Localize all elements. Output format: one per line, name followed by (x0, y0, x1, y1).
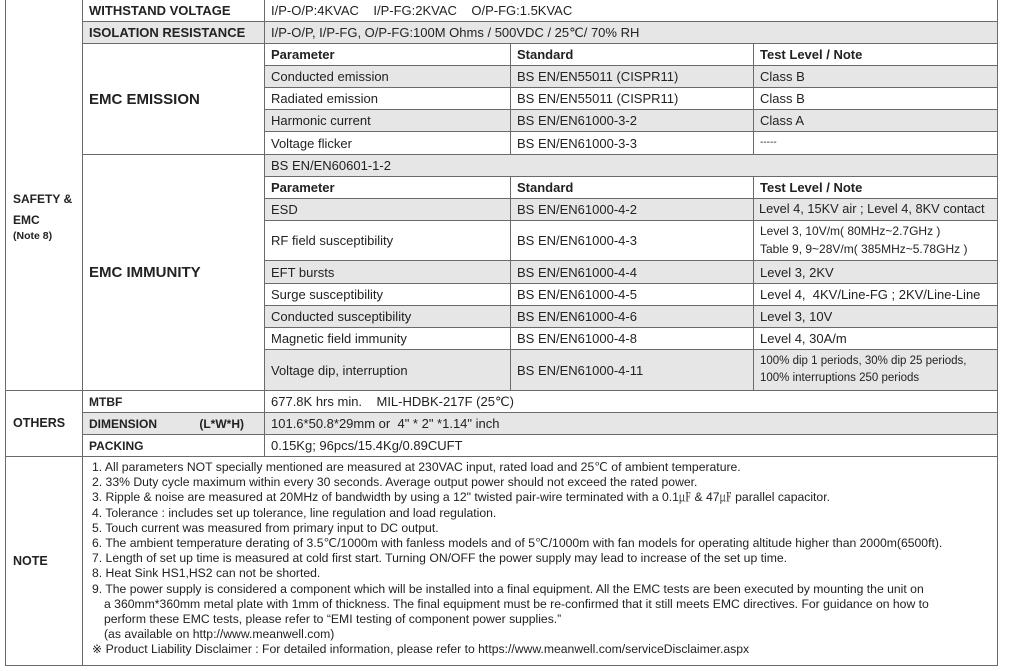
dimension-value (264, 412, 998, 435)
immunity-standard-text: BS EN/EN61000-4-6 (517, 309, 637, 324)
packing-label (82, 434, 265, 457)
immunity-row-standard (510, 327, 754, 350)
emission-row-test-level (753, 87, 998, 110)
emission-row-standard (510, 131, 754, 155)
emission-header-standard-text: Standard (517, 47, 574, 62)
immunity-standard-text: BS EN/EN61000-4-3 (517, 233, 637, 248)
emission-header-parameter (264, 43, 511, 66)
section-label-note (5, 456, 83, 666)
immunity-standard-text: BS EN/EN61000-4-2 (517, 202, 637, 217)
emission-row-parameter (264, 131, 511, 155)
emission-row-parameter (264, 87, 511, 110)
immunity-header-standard-text: Standard (517, 180, 574, 195)
product-liability-disclaimer: ※ Product Liability Disclaimer : For detailed information, please refer to https://www.meanwell.com/serviceDisclaimer.aspx (92, 642, 750, 657)
immunity-standard-banner-text: BS EN/EN60601-1-2 (271, 158, 391, 173)
immunity-test-level-text: Level 4, 30A/m (760, 331, 847, 346)
emission-header-parameter-text: Parameter (271, 47, 335, 62)
emission-header-standard (510, 43, 754, 66)
emission-test-level-text: Class B (760, 91, 805, 106)
emission-row-standard (510, 109, 754, 132)
immunity-row-test-level (753, 327, 998, 350)
mtbf-label (82, 390, 265, 413)
emc-emission-label-text: EMC EMISSION (89, 90, 200, 108)
note-item: 8. Heat Sink HS1,HS2 can not be shorted. (92, 566, 321, 581)
emission-parameter-text: Radiated emission (271, 91, 378, 106)
emc-immunity-label-text: EMC IMMUNITY (89, 264, 201, 281)
immunity-row-standard (510, 220, 754, 261)
immunity-row-standard (510, 305, 754, 328)
immunity-standard-text: BS EN/EN61000-4-5 (517, 287, 637, 302)
emission-parameter-text: Harmonic current (271, 113, 371, 128)
immunity-row-test-level (753, 198, 998, 221)
section-label-safety-emc (5, 0, 83, 391)
note-item: 2. 33% Duty cycle maximum within every 30 seconds. Average output power should not exceed the rated power. (92, 475, 698, 490)
isolation-resistance-label (82, 21, 265, 44)
note-item: 5. Touch current was measured from primary input to DC output. (92, 520, 439, 535)
safety-label-line2: EMC (13, 213, 40, 227)
note-item: 4. Tolerance : includes set up tolerance, line regulation and load regulation. (92, 505, 497, 520)
emission-standard-text: BS EN/EN55011 (CISPR11) (517, 91, 679, 106)
dimension-label-row (89, 418, 264, 430)
immunity-row-test-level (753, 283, 998, 306)
mtbf-value (264, 390, 998, 413)
dimension-label-text: DIMENSION (89, 416, 158, 431)
emission-row-parameter (264, 109, 511, 132)
dimension-value-text: 101.6*50.8*29mm or 4" * 2" *1.14" inch (271, 416, 500, 431)
immunity-row-test-level (753, 349, 998, 391)
immunity-parameter-text: EFT bursts (271, 264, 335, 280)
withstand-voltage-label-text: WITHSTAND VOLTAGE (89, 3, 231, 18)
withstand-voltage-label (82, 0, 265, 22)
immunity-standard-text: BS EN/EN61000-4-4 (517, 264, 637, 280)
emission-standard-text: BS EN/EN61000-3-2 (517, 113, 637, 128)
immunity-standard-text: BS EN/EN61000-4-8 (517, 331, 637, 346)
emission-test-level-text: Class A (760, 113, 805, 128)
immunity-row-parameter (264, 305, 511, 328)
dimension-unit-text: (L*W*H) (199, 416, 244, 431)
immunity-row-test-level (753, 305, 998, 328)
note-item-continuation: perform these EMC tests, please refer to “EMI testing of component power supplies.” (104, 612, 562, 627)
immunity-header-standard (510, 176, 754, 199)
mtbf-label-text: MTBF (89, 394, 123, 409)
immunity-row-standard (510, 260, 754, 284)
immunity-test-level-text: Level 4, 15KV air ; Level 4, 8KV contact (759, 201, 985, 217)
emission-standard-text: BS EN/EN55011 (CISPR11) (517, 69, 679, 84)
immunity-row-standard (510, 198, 754, 221)
note-label-text: NOTE (13, 553, 48, 568)
note-item: 3. Ripple & noise are measured at 20MHz of bandwidth by using a 12" twisted pair-wire terminated with a 0.1㎌ & 47㎌ parallel capacitor. (92, 490, 830, 505)
immunity-row-test-level (753, 220, 998, 261)
emission-test-level-text: Class B (760, 69, 805, 84)
note-item-continuation: (as available on http://www.meanwell.com) (104, 627, 335, 642)
others-label-text: OTHERS (13, 416, 66, 431)
emission-parameter-text: Voltage flicker (271, 135, 352, 151)
emc-immunity-label (82, 154, 265, 391)
mtbf-value-text: 677.8K hrs min. MIL-HDBK-217F (25℃) (271, 394, 514, 409)
packing-label-text: PACKING (89, 438, 144, 453)
immunity-test-level-line2: Table 9, 9~28V/m( 385MHz~5.78GHz ) (760, 241, 968, 256)
immunity-standard-banner (264, 154, 998, 177)
immunity-row-test-level (753, 260, 998, 284)
immunity-parameter-text: ESD (271, 202, 298, 217)
immunity-row-parameter (264, 198, 511, 221)
immunity-parameter-text: RF field susceptibility (271, 233, 394, 248)
emission-parameter-text: Conducted emission (271, 69, 389, 84)
emission-row-standard (510, 87, 754, 110)
isolation-resistance-value-text: I/P-O/P, I/P-FG, O/P-FG:100M Ohms / 500VDC / 25℃/ 70% RH (271, 25, 640, 40)
withstand-voltage-value-text: I/P-O/P:4KVAC I/P-FG:2KVAC O/P-FG:1.5KVAC (271, 3, 573, 18)
emission-row-standard (510, 65, 754, 88)
note-item: 7. Length of set up time is measured at cold first start. Turning ON/OFF the power supply may lead to increase of the set up time. (92, 551, 788, 566)
dimension-label (82, 412, 265, 435)
immunity-test-level-text: Level 3, 10V (760, 309, 833, 324)
immunity-row-parameter (264, 283, 511, 306)
immunity-parameter-text: Conducted susceptibility (271, 309, 412, 324)
immunity-row-parameter (264, 327, 511, 350)
immunity-header-parameter (264, 176, 511, 199)
immunity-row-parameter (264, 220, 511, 261)
emission-test-level-text: ----- (760, 137, 777, 148)
immunity-test-level-line1: Level 3, 10V/m( 80MHz~2.7GHz ) (760, 224, 941, 239)
immunity-parameter-text: Voltage dip, interruption (271, 362, 408, 378)
immunity-parameter-text: Surge susceptibility (271, 287, 383, 302)
immunity-parameter-text: Magnetic field immunity (271, 331, 407, 346)
withstand-voltage-value (264, 0, 998, 22)
safety-label-line1: SAFETY & (13, 192, 73, 206)
packing-value-text: 0.15Kg; 96pcs/15.4Kg/0.89CUFT (271, 438, 463, 453)
emc-emission-label (82, 43, 265, 155)
isolation-resistance-label-text: ISOLATION RESISTANCE (89, 25, 246, 40)
immunity-header-test-level-text: Test Level / Note (760, 180, 863, 195)
packing-value (264, 434, 998, 457)
immunity-test-level-line1: 100% dip 1 periods, 30% dip 25 periods, (760, 355, 967, 368)
emission-row-parameter (264, 65, 511, 88)
emission-header-test-level-text: Test Level / Note (760, 47, 863, 62)
immunity-test-level-text: Level 3, 2KV (760, 264, 834, 280)
emission-row-test-level (753, 109, 998, 132)
safety-label-line3: (Note 8) (13, 230, 53, 242)
note-item: 1. All parameters NOT specially mentioned are measured at 230VAC input, rated load and 25℃ of ambient temperature. (92, 460, 741, 474)
immunity-header-parameter-text: Parameter (271, 180, 335, 195)
notes-body (82, 456, 998, 666)
emission-standard-text: BS EN/EN61000-3-3 (517, 135, 637, 151)
immunity-row-standard (510, 349, 754, 391)
immunity-test-level-line2: 100% interruptions 250 periods (760, 372, 920, 384)
isolation-resistance-value (264, 21, 998, 44)
immunity-row-standard (510, 283, 754, 306)
immunity-row-parameter (264, 260, 511, 284)
emission-header-test-level (753, 43, 998, 66)
immunity-standard-text: BS EN/EN61000-4-11 (517, 362, 644, 378)
note-item: 6. The ambient temperature derating of 3.5℃/1000m with fanless models and of 5℃/1000m with fan models for operating altitude higher than 2000m(6500ft). (92, 536, 943, 551)
emission-row-test-level (753, 65, 998, 88)
immunity-test-level-text: Level 4, 4KV/Line-FG ; 2KV/Line-Line (760, 287, 981, 302)
note-item: 9. The power supply is considered a component which will be installed into a final equipment. All the EMC tests are been executed by mounting the unit on (92, 581, 924, 596)
immunity-row-parameter (264, 349, 511, 391)
immunity-header-test-level (753, 176, 998, 199)
emission-row-test-level (753, 131, 998, 155)
note-item-continuation: a 360mm*360mm metal plate with 1mm of thickness. The final equipment must be re-confirmed that it still meets EMC directives. For guidance on how to (104, 596, 929, 611)
section-label-others (5, 390, 83, 457)
